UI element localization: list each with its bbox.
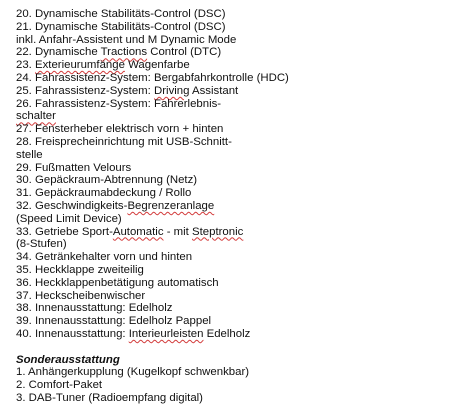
list-line: 31. Gepäckraumabdeckung / Rollo bbox=[16, 187, 192, 200]
line-text: Wagenfarbe bbox=[124, 59, 190, 72]
list-line: 26. Fahrassistenz-System: Fahrerlebnis- bbox=[16, 97, 222, 110]
list-line: 37. Heckscheibenwischer bbox=[16, 289, 146, 302]
section-heading-sonderausstattung: Sonderausstattung bbox=[16, 353, 120, 366]
line-text: Edelholz bbox=[203, 327, 251, 340]
equipment-list bbox=[16, 8, 441, 341]
list-line: 21. Dynamische Stabilitäts-Control (DSC) bbox=[16, 20, 226, 33]
spellcheck-flagged-word: Begrenzeranlage bbox=[127, 199, 215, 212]
list-line: 2. Comfort-Paket bbox=[16, 379, 103, 392]
spellcheck-flagged-word: Automatic bbox=[112, 225, 164, 238]
list-line: 30. Gepäckraum-Abtrennung (Netz) bbox=[16, 174, 198, 187]
list-line: 28. Freisprecheinrichtung mit USB-Schnitt- bbox=[16, 135, 232, 148]
line-text: 22. Dynamische bbox=[16, 46, 101, 59]
line-text: 23. bbox=[16, 59, 35, 72]
list-line bbox=[16, 59, 441, 72]
list-line: 38. Innenausstattung: Edelholz bbox=[16, 302, 173, 315]
optional-equipment-list bbox=[16, 366, 441, 404]
paragraph-gap bbox=[16, 341, 441, 354]
list-line: (Speed Limit Device) bbox=[16, 212, 122, 225]
list-line bbox=[16, 110, 441, 123]
list-line: (8-Stufen) bbox=[16, 238, 67, 251]
list-line: 24. Fahrassistenz-System: Bergabfahrkontrolle (HDC) bbox=[16, 71, 289, 84]
list-line: 1. Anhängerkupplung (Kugelkopf schwenkbar) bbox=[16, 366, 250, 379]
list-line bbox=[16, 226, 441, 239]
list-line: 34. Getränkehalter vorn und hinten bbox=[16, 251, 193, 264]
line-text: 25. Fahrassistenz-System: bbox=[16, 84, 155, 97]
list-line bbox=[16, 328, 441, 341]
list-line: 20. Dynamische Stabilitäts-Control (DSC) bbox=[16, 8, 226, 20]
line-text: - mit bbox=[163, 225, 193, 238]
spellcheck-flagged-word: schalter bbox=[16, 110, 56, 123]
list-line: 36. Heckklappenbetätigung automatisch bbox=[16, 276, 219, 289]
spellcheck-flagged-word: Driving bbox=[154, 84, 190, 97]
spellcheck-flagged-word: Tractions bbox=[100, 46, 148, 59]
list-line: inkl. Anfahr-Assistent und M Dynamic Mode bbox=[16, 33, 237, 46]
list-line bbox=[16, 46, 441, 59]
list-line bbox=[16, 200, 441, 213]
list-line: 29. Fußmatten Velours bbox=[16, 161, 132, 174]
line-text: Assistant bbox=[189, 84, 239, 97]
line-text: 33. Getriebe Sport- bbox=[16, 225, 113, 238]
spellcheck-flagged-word: Steptronic bbox=[192, 225, 244, 238]
line-text: 32. Geschwindigkeits- bbox=[16, 199, 128, 212]
spellcheck-flagged-word: Interieurleisten bbox=[128, 327, 204, 340]
list-line bbox=[16, 85, 441, 98]
list-line: stelle bbox=[16, 148, 43, 161]
line-text: 40. Innenausstattung: bbox=[16, 327, 129, 340]
line-text: Control (DTC) bbox=[147, 46, 222, 59]
document-page bbox=[16, 8, 441, 405]
list-line: 3. DAB-Tuner (Radioempfang digital) bbox=[16, 391, 203, 404]
spellcheck-flagged-word: Exterieurumfänge bbox=[35, 59, 125, 72]
list-line: 27. Fensterheber elektrisch vorn + hinten bbox=[16, 123, 224, 136]
list-line: 39. Innenausstattung: Edelholz Pappel bbox=[16, 315, 212, 328]
list-line: 35. Heckklappe zweiteilig bbox=[16, 263, 144, 276]
